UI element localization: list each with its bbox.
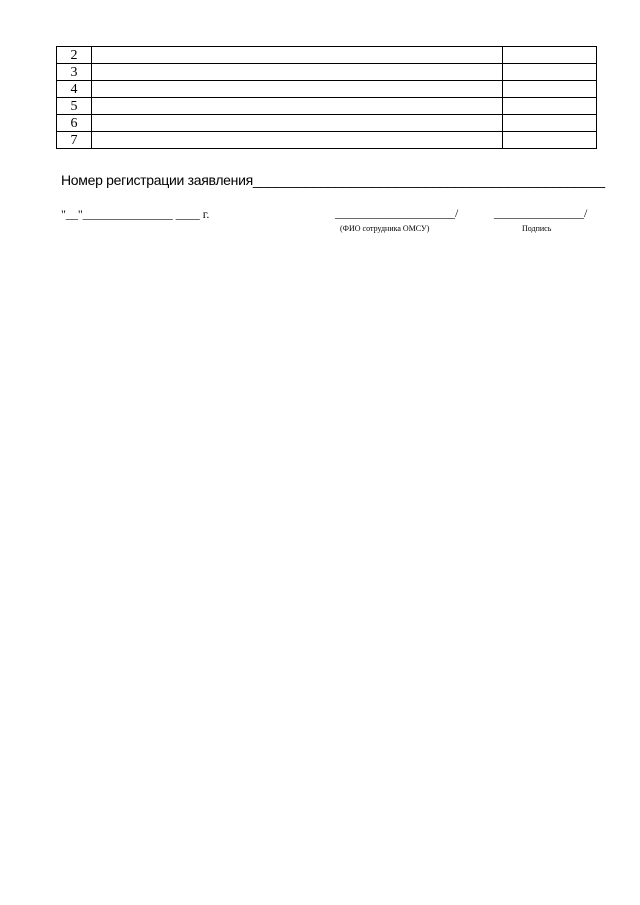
row-number-cell: 3 — [57, 64, 92, 81]
row-extra-cell — [503, 81, 597, 98]
row-content-cell — [92, 98, 503, 115]
row-number-cell: 4 — [57, 81, 92, 98]
row-number-cell: 5 — [57, 98, 92, 115]
table-row — [57, 115, 597, 132]
row-content-cell — [92, 81, 503, 98]
row-number-cell: 6 — [57, 115, 92, 132]
signature-line: _______________/ — [494, 206, 588, 220]
row-extra-cell — [503, 98, 597, 115]
signature-caption: Подпись — [522, 224, 552, 233]
row-number-cell: 2 — [57, 47, 92, 64]
table-row — [57, 132, 597, 149]
applications-table — [56, 46, 597, 149]
table-row — [57, 47, 597, 64]
table-row — [57, 98, 597, 115]
row-extra-cell — [503, 64, 597, 81]
row-extra-cell — [503, 132, 597, 149]
fio-caption: (ФИО сотрудника ОМСУ) — [340, 224, 430, 233]
row-number-cell: 7 — [57, 132, 92, 149]
row-content-cell — [92, 64, 503, 81]
table-row — [57, 81, 597, 98]
date-line: "__"_______________ ____ г. — [61, 207, 210, 221]
row-extra-cell — [503, 115, 597, 132]
table-row — [57, 64, 597, 81]
row-extra-cell — [503, 47, 597, 64]
registration-number-line: Номер регистрации заявления_______________________________________________ — [61, 172, 605, 188]
row-content-cell — [92, 47, 503, 64]
official-fio-line: ____________________/ — [335, 206, 459, 220]
row-content-cell — [92, 132, 503, 149]
row-content-cell — [92, 115, 503, 132]
